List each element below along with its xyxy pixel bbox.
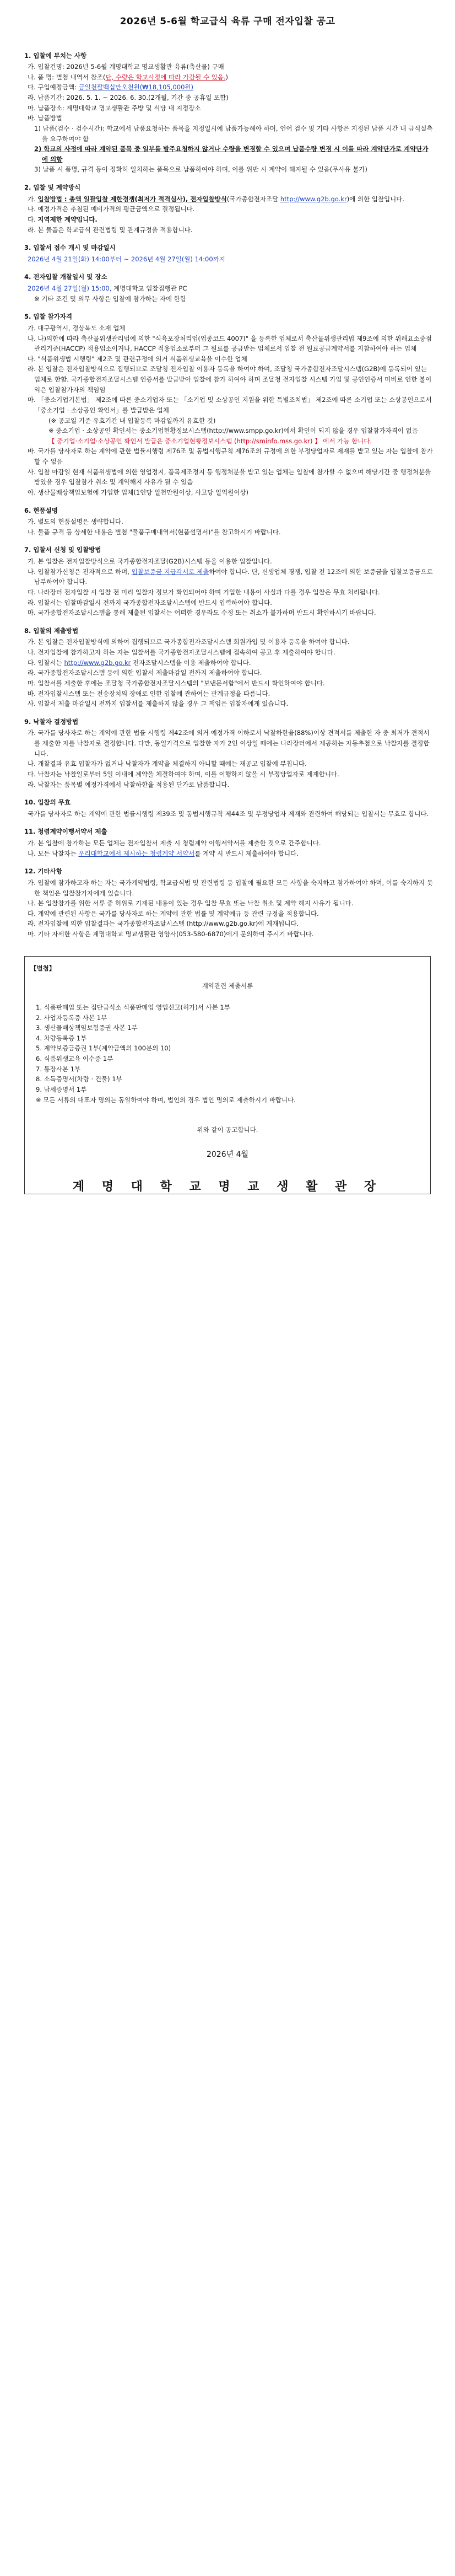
text-line: 다. 나라장터 전자입찰 시 입찰 전 미리 입찰자 정보가 확인되어야 하며 기입한 내용이 사실과 다를 경우 입찰은 무효 처리됩니다.: [28, 588, 380, 596]
highlight-text: 2026년 4월 27일(월) 15:00,: [28, 285, 112, 293]
text-line: 마. 국가종합전자조달시스템을 통해 제출된 입찰서는 어떠한 경우라도 수정 또는 취소가 불가하며 반드시 확인하시기 바랍니다.: [28, 609, 376, 617]
text-line: 라. 본 물품은 학교급식 관련법령 및 관계규정을 적용합니다.: [28, 226, 193, 234]
attachment-box: [24, 956, 431, 1194]
section-heading: 2. 입찰 및 계약방식: [24, 184, 81, 192]
attachment-item: 3. 생산물배상책임보험증권 사본 1부: [36, 1024, 138, 1032]
text-span: 를 계약 시 반드시 제출하여야 합니다.: [194, 849, 299, 857]
section-heading: 6. 현품설명: [24, 506, 58, 514]
text-line: [24, 194, 433, 205]
section-heading: 9. 낙찰자 결정방법: [24, 717, 79, 726]
attachment-item: 8. 소득증명서(차량 · 건물) 1부: [36, 1075, 122, 1083]
section-4: [24, 272, 433, 304]
text-line: 마. 입찰서를 제출한 후에는 조달청 국가종합전자조달시스템의 "보낸문서함"에서 반드시 확인하여야 합니다.: [28, 679, 325, 687]
text-line: 나. 물품 규격 등 상세한 내용은 별첨 "물품구매내역서(현품설명서)"를 참고하시기 바랍니다.: [28, 528, 281, 536]
text-line: 가. 본 입찰은 전자입찰방식으로 국가종합전자조달(G2B)시스템 등을 이용한 입찰입니다.: [28, 557, 272, 566]
text-line: 가. 국가를 당사자로 하는 계약에 관한 법률 시행령 제42조에 의거 예정가격 이하로서 낙찰하한율(88%)이상 견적서를 제출한 자 중 최저가 견적서를 제출한 자를 낙찰자로 결정합니다. 다만, 동일가격으로 입찰한 자가 2인 이상일 때에는 나라장터에서 제공하는 자동추첨으로 낙찰자를 결정합니다.: [28, 729, 430, 758]
text-line: [24, 214, 433, 225]
section-heading: 1. 입찰에 부치는 사항: [24, 51, 87, 60]
text-line: 다. 계약에 관련된 사항은 국가를 당사자로 하는 계약에 관한 법률 및 계약예규 등 관련 규정을 적용합니다.: [28, 909, 319, 917]
text-line: 마. 기타 자세한 사항은 계명대학교 명교생활관 영양사(053-580-6870)에게 문의하여 주시기 바랍니다.: [28, 930, 314, 938]
text-span: 가.: [28, 195, 38, 203]
text-span: 다. 입찰서는: [28, 658, 64, 667]
text-line: 2026년 4월 21일(화) 14:00부터 ~ 2026년 4월 27일(월) 14:00까지: [28, 255, 225, 263]
section-7: [24, 545, 433, 618]
attachment-item: 1. 식품판매업 또는 집단급식소 식품판매업 영업신고(허가)서 사본 1부: [36, 1003, 230, 1011]
attachment-item: 7. 통장사본 1부: [36, 1065, 81, 1073]
section-8: [24, 626, 433, 709]
g2b-link[interactable]: http://www.g2b.go.kr: [64, 658, 131, 667]
highlight-text: 입찰방법 : 총액 일괄입찰 제한경쟁(최저가 적격심사), 전자입찰방식: [37, 195, 227, 203]
text-line: 마. 「중소기업기본법」 제2조에 따른 중소기업자 또는 「소기업 및 소상공인 지원을 위한 특별조치법」 제2조에 따른 소기업 또는 소상공인으로서 「중소기업 · 소상공인 확인서」를 발급받은 업체: [28, 396, 432, 414]
text-line: 라. 입찰서는 입찰마감일시 전까지 국가종합전자조달시스템에 반드시 입력하여야 합니다.: [28, 598, 272, 607]
section-2: [24, 183, 433, 235]
section-9: [24, 717, 433, 790]
section-heading: 10. 입찰의 무효: [24, 798, 71, 807]
text-span: ): [225, 73, 228, 81]
text-line: 라. 국가종합전자조달시스템 등에 의한 입찰서 제출마감일 전까지 제출하여야 합니다.: [28, 669, 262, 677]
highlight-text: 입찰보증금 지급각서로 제출: [131, 567, 209, 576]
text-span: 다. 구입예정금액:: [28, 83, 79, 92]
highlight-text: 금일천팔백십만오천원(₩18,105,000원): [78, 83, 193, 92]
notice-body: [0, 51, 455, 940]
section-12: [24, 866, 433, 939]
text-line: 가. 입찰에 참가하고자 하는 자는 국가계약법령, 학교급식법 및 관련법령 등 입찰에 필요한 모든 사항을 숙지하고 참가하여야 하며, 이를 숙지하지 못한 책임은 입찰참가자에게 있습니다.: [28, 878, 433, 897]
text-line: 바. 전자입찰시스템 또는 전송장치의 장애로 인한 입찰에 관하여는 관계규정을 따름니다.: [28, 689, 270, 697]
text-line: (※ 공고일 기준 유효기간 내 입찰등록 마감일까지 유효한 것): [48, 416, 216, 425]
text-line: 라. 낙찰자는 품목별 예정가격에서 낙찰하한율 적용된 단가로 납품합니다.: [28, 780, 230, 788]
section-11: [24, 827, 433, 858]
text-line: 바. 납품방법: [28, 114, 62, 122]
attachment-list: [36, 1002, 425, 1105]
text-line: 다. 낙찰자는 낙찰일로부터 5일 이내에 계약을 체결하여야 하며, 이를 이행하지 않을 시 부정당업자로 제재합니다.: [28, 770, 339, 778]
text-span: 나. 입찰참가신청은 전자적으로 하며,: [28, 567, 132, 576]
section-1: [24, 51, 433, 175]
attachment-item: 4. 차량등록증 1부: [36, 1034, 87, 1042]
text-span: 다.: [28, 215, 38, 223]
text-line: 사. 입찰서 제출 마감일시 전까지 입찰서를 제출하지 않을 경우 그 책임은 입찰자에게 있습니다.: [28, 700, 289, 708]
text-span: 계명대학교 입찰집행관 PC: [111, 285, 187, 293]
text-line: 아. 생산물배상책임보험에 가입한 업체(1인당 일천만원이상, 사고당 일억원이상): [28, 488, 249, 496]
closing-text: 위와 같이 공고합니다.: [197, 1126, 258, 1134]
text-line: 마. 납품장소: 계명대학교 명교생활관 주방 및 식당 내 지정장소: [28, 104, 201, 112]
text-line: 나. 예정가격은 추첨된 예비가격의 평균금액으로 결정됩니다.: [28, 205, 195, 213]
notice-date: 2026년 4월: [206, 1150, 249, 1159]
section-heading: 7. 입찰서 신청 및 입찰방법: [24, 546, 101, 554]
text-span: 전자조달시스템을 이용 제출하여야 합니다.: [131, 658, 251, 667]
text-line: 나. 본 입찰참가를 위한 서류 중 허위로 기재된 내용이 있는 경우 입찰 무효 또는 낙찰 취소 및 계약 해지 사유가 됩니다.: [28, 899, 354, 908]
text-line: 【 중기업·소기업·소상공인 확인서 발급은 중소기업현황정보시스템 (http://sminfo.mss.go.kr) 】 에서 가능 합니다.: [48, 437, 372, 445]
text-line: [24, 82, 433, 93]
section-heading: 4. 전자입찰 개찰일시 및 장소: [24, 273, 107, 281]
text-line: 바. 국가를 당사자로 하는 계약에 관한 법률시행령 제76조 및 동법시행규칙 제76조의 규정에 의한 부정당업자로 제재를 받고 있는 자는 입찰에 참가할 수 없음: [28, 447, 433, 466]
section-6: [24, 506, 433, 538]
g2b-link[interactable]: http://www.g2b.go.kr: [280, 195, 347, 203]
page-title: 2026년 5-6월 학교급식 육류 구매 전자입찰 공고: [120, 16, 335, 27]
text-line: 가. 별도의 현품설명은 생략합니다.: [28, 518, 123, 526]
text-line: 나. 전자입찰에 참가하고자 하는 자는 입찰서를 국가종합전자조달시스템에 접속하여 공고 후 제출하여야 합니다.: [28, 648, 335, 657]
attachment-item: 2. 사업자등록증 사본 1부: [36, 1013, 107, 1022]
attachment-item: 5. 계약보증금증권 1부(계약금액의 100분의 10): [36, 1044, 171, 1053]
attachment-item: 6. 식품위생교육 이수증 1부: [36, 1055, 113, 1063]
section-5: [24, 312, 433, 497]
text-line: 국가를 당사자로 하는 계약에 관한 법률시행령 제39조 및 동법시행규칙 제44조 및 부정당업자 제재와 관련하여 해당되는 입찰서는 무효로 합니다.: [28, 809, 429, 818]
section-heading: 3. 입찰서 접수 개시 및 마감일시: [24, 244, 116, 252]
text-line: 다. "식품위생법 시행령" 제2조 및 관련규정에 의거 식품위생교육을 이수한 업체: [28, 355, 247, 363]
text-line: ※ 중소기업 · 소상공인 확인서는 중소기업현황정보시스템(http://www.smpp.go.kr)에서 확인이 되지 않을 경우 입찰참가자격이 없음: [48, 427, 418, 435]
attachment-header: 【별첨】: [30, 964, 56, 972]
attachment-title: 계약관련 제출서류: [202, 982, 253, 990]
text-line: 가. 본 입찰에 참가하는 모든 업체는 전자입찰서 제출 시 청렴계약 이행서약서를 제출한 것으로 간주합니다.: [28, 839, 321, 847]
text-line: [24, 72, 433, 83]
text-line: ※ 기타 조건 및 의무 사항은 입찰에 참가하는 자에 한함: [34, 294, 186, 303]
text-line: 가. 입찰건명: 2026년 5-6월 계명대학교 명교생활관 육류(축산물) 구매: [28, 63, 224, 71]
text-span: 하여야 합니다. 단, 신생업체 경쟁, 입찰 전 12조에 의한 보증금을 입찰보증금으로 납부하여야 합니다.: [34, 567, 433, 586]
text-line: 나. 나)의한에 따라 축산물위생관리법에 의한 "식육포장처리업(업종코드 4007)" 을 등록한 업체로서 축산물위생관리법 제9조에 의한 위해요소중점관리기준(HACCP) 적용업소이거나, HACCP 적용업소로부터 그 원료를 공급받는 업체로서 입찰 전 원료공급계약서를 지참하여야 하는 업체: [28, 334, 432, 353]
section-heading: 8. 입찰의 제출방법: [24, 626, 79, 635]
section-heading: 5. 입찰 참가자격: [24, 313, 73, 321]
text-line: 라. 본 입찰은 전자입찰방식으로 집행되므로 조달청 전자입찰 이용자 등록을 하여야 하며, 조달청 국가종합전자조달시스템(G2B)에 등록되어 있는 업체로 한함. 국가종합전자조달시스템 인증서를 발급받아 입찰에 참가 하여야 하며 조달청 전자입찰 시스템 가입 및 공인인증서 미비로 인한 불이익은 입찰참가자의 책임임: [28, 365, 432, 394]
text-span: (국가종합전자조달: [226, 195, 280, 203]
text-line: 라. 납품기간: 2026. 5. 1. ~ 2026. 6. 30.(2개월, 기간 중 공휴일 포함): [28, 94, 229, 102]
text-line: 1) 납품(검수 · 검수시간): 학교에서 납품요청하는 품목을 지정일시에 납품가능해야 하며, 언어 검수 및 기타 사항은 지정된 납품 시간 내 급식실측을 요구하여야 함: [34, 124, 433, 143]
text-line: [24, 567, 433, 587]
text-line: 2) 학교의 사정에 따라 계약된 품목 중 일부를 발주요청하지 않거나 수량을 변경할 수 있으며 납품수량 변경 시 이를 따라 계약단가로 계약단가에 의함: [34, 145, 429, 163]
attachment-note: ※ 모든 서류의 대표자 명의는 동일하여야 하며, 법인의 경우 법인 명의로 제출하시기 바랍니다.: [36, 1096, 296, 1104]
attachment-item: 9. 납세증명서 1부: [36, 1085, 87, 1093]
text-span: 나. 모든 낙찰자는: [28, 849, 79, 857]
section-10: [24, 797, 433, 819]
attachment-box-inner: [25, 957, 430, 1216]
text-line: 나. 개찰결과 유효 입찰자가 없거나 낙찰자가 계약을 체결하지 아니할 때에는 재공고 입찰에 부칩니다.: [28, 760, 307, 768]
highlight-text: 우리대학교에서 제시하는 청렴계약 서약서: [78, 849, 195, 857]
section-heading: 12. 기타사항: [24, 867, 62, 876]
text-line: 가. 본 입찰은 전자입찰방식에 의하여 집행되므로 국가종합전자조달시스템 회원가입 및 이용자 등록을 하여야 합니다.: [28, 638, 350, 646]
text-line: 3) 납품 시 품명, 규격 등이 정확히 일치하는 품목으로 납품하여야 하며, 이를 위반 시 계약이 해지될 수 있음(무사유 불가): [34, 165, 367, 174]
section-heading: 11. 청렴계약이행서약서 제출: [24, 828, 107, 836]
highlight-text: 지역제한 계약입니다.: [37, 215, 98, 223]
text-line: [24, 849, 433, 859]
text-span: 나. 품 명: 별첨 내역서 참조(: [28, 73, 106, 81]
text-line: 가. 대구광역시, 경상북도 소재 업체: [28, 324, 126, 332]
text-line: [24, 658, 433, 668]
text-line: [24, 283, 433, 294]
section-3: [24, 243, 433, 264]
issuer-signature: 계 명 대 학 교 명 교 생 활 관 장: [72, 1180, 383, 1194]
highlight-text: 단, 수량은 학교사정에 따라 가감될 수 있음.: [105, 73, 226, 81]
text-span: )에 의한 입찰입니다.: [346, 195, 405, 203]
text-line: 사. 입찰 마감일 현재 식품위생법에 의한 영업정지, 품목제조정지 등 행정처분을 받고 있는 업체는 입찰에 참가할 수 없으며 해당기간 중 행정처분을 받았을 경우 입찰참가 취소 및 계약해지 사유가 될 수 있음: [28, 468, 431, 486]
text-line: 라. 전자입찰에 의한 입찰결과는 국가종합전자조달시스템 (http://www.g2b.go.kr)에 게재됩니다.: [28, 920, 299, 928]
